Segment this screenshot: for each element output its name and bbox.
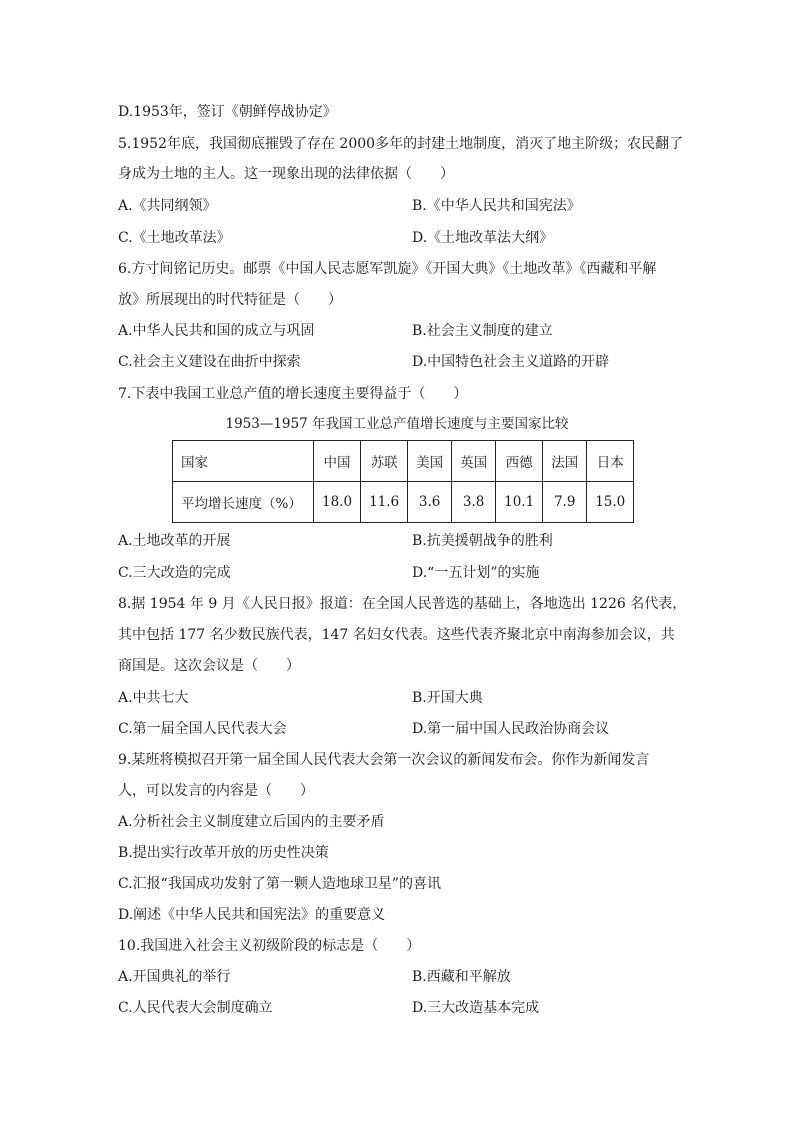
table-row-label: 平均增长速度（%） [173,482,314,523]
q6-stem-line1: 6.方寸间铭记历史。邮票《中国人民志愿军凯旋》《开国大典》《土地改革》《西藏和平解 [118,261,657,277]
q7-option-d: D.“一五计划”的实施 [412,565,540,581]
q8-option-d: D.第一届中国人民政治协商会议 [412,721,610,737]
table-value: 11.6 [361,482,408,523]
q8-stem-line3: 商国是。这次会议是（ ） [118,658,300,674]
q8-option-a: A.中共七大 [118,690,189,706]
q7-option-a: A.土地改革的开展 [118,533,231,549]
table-value: 18.0 [314,482,361,523]
table-value: 3.8 [452,482,496,523]
q10-option-a: A.开国典礼的举行 [118,969,231,985]
q6-stem-line2: 放》所展现出的时代特征是（ ） [118,292,342,308]
table-value: 15.0 [587,482,634,523]
table-value: 7.9 [543,482,587,523]
q10-option-b: B.西藏和平解放 [412,969,511,985]
table-country: 苏联 [361,441,408,482]
table-country: 法国 [543,441,587,482]
q5-stem-line2: 身成为土地的主人。这一现象出现的法律依据（ ） [118,166,454,182]
q8-option-c: C.第一届全国人民代表大会 [118,721,287,737]
q5-option-a: A.《共同纲领》 [118,198,217,214]
table-header-row [173,441,634,482]
q10-stem: 10.我国进入社会主义初级阶段的标志是（ ） [118,938,421,954]
table-header-label: 国家 [173,441,314,482]
q5-option-b: B.《中华人民共和国宪法》 [412,198,581,214]
q5-option-d: D.《土地改革法大纲》 [412,230,554,246]
q8-option-b: B.开国大典 [412,690,483,706]
q8-stem-line1: 8.据 1954 年 9 月《人民日报》报道：在全国人民普选的基础上，各地选出 1226 名代表， [118,596,687,612]
q10-option-c: C.人民代表大会制度确立 [118,1000,273,1016]
q6-option-c: C.社会主义建设在曲折中探索 [118,354,301,370]
table-value: 3.6 [408,482,452,523]
growth-rate-table [172,440,634,523]
table-country: 西德 [496,441,543,482]
q7-stem: 7.下表中我国工业总产值的增长速度主要得益于（ ） [118,386,468,402]
q6-option-a: A.中华人民共和国的成立与巩固 [118,323,315,339]
q9-option-d: D.阐述《中华人民共和国宪法》的重要意义 [118,907,386,923]
table-country: 美国 [408,441,452,482]
q8-stem-line2: 其中包括 177 名少数民族代表，147 名妇女代表。这些代表齐聚北京中南海参加会议，共 [118,627,675,643]
q9-option-c: C.汇报“我国成功发射了第一颗人造地球卫星”的喜讯 [118,876,441,892]
q10-option-d: D.三大改造基本完成 [412,1000,540,1016]
q9-option-b: B.提出实行改革开放的历史性决策 [118,845,329,861]
q6-option-d: D.中国特色社会主义道路的开辟 [412,354,610,370]
q7-option-c: C.三大改造的完成 [118,565,231,581]
q6-option-b: B.社会主义制度的建立 [412,323,553,339]
table-data-row [173,482,634,523]
q9-stem-line1: 9.某班将模拟召开第一届全国人民代表大会第一次会议的新闻发布会。你作为新闻发言 [118,752,650,768]
q5-option-c: C.《土地改革法》 [118,230,231,246]
table-value: 10.1 [496,482,543,523]
table-country: 英国 [452,441,496,482]
q5-stem-line1: 5.1952年底，我国彻底摧毁了存在 2000多年的封建土地制度，消灭了地主阶级；农民翻了 [118,136,684,152]
table-caption: 1953—1957 年我国工业总产值增长速度与主要国家比较 [225,416,569,432]
q9-option-a: A.分析社会主义制度建立后国内的主要矛盾 [118,814,385,830]
q7-option-b: B.抗美援朝战争的胜利 [412,533,553,549]
table-country: 中国 [314,441,361,482]
table-country: 日本 [587,441,634,482]
q4-option-d: D.1953年，签订《朝鲜停战协定》 [118,104,337,120]
q9-stem-line2: 人，可以发言的内容是（ ） [118,783,314,799]
